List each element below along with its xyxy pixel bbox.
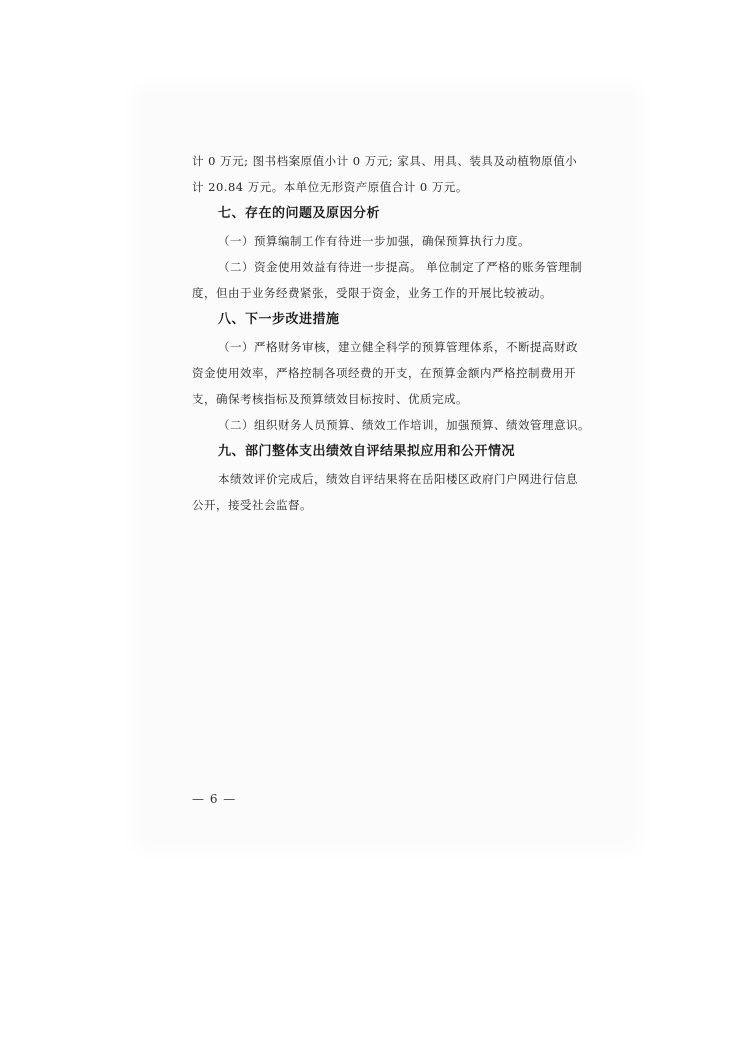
paragraph-line: （二）资金使用效益有待进一步提高。 单位制定了严格的账务管理制 xyxy=(218,260,583,274)
section-heading-8: 八、下一步改进措施 xyxy=(218,312,340,327)
page-number: — 6 — xyxy=(192,792,237,806)
paragraph-line: 计 20.84 万元。本单位无形资产原值合计 0 万元。 xyxy=(192,180,468,194)
paragraph-line: 计 0 万元; 图书档案原值小计 0 万元; 家具、用具、装具及动植物原值小 xyxy=(192,154,578,168)
section-heading-7: 七、存在的问题及原因分析 xyxy=(218,206,381,221)
paragraph-line: （一）严格财务审核，建立健全科学的预算管理体系，不断提高财政 xyxy=(218,340,578,354)
paragraph-line: （一）预算编制工作有待进一步加强，确保预算执行力度。 xyxy=(218,234,530,248)
paragraph-line: 资金使用效率，严格控制各项经费的开支，在预算金额内严格控制费用开 xyxy=(192,366,576,380)
paragraph-line: 支，确保考核指标及预算绩效目标按时、优质完成。 xyxy=(192,392,468,406)
paragraph-line: 公开，接受社会监督。 xyxy=(192,498,312,512)
paragraph-line: 度，但由于业务经费紧张，受限于资金，业务工作的开展比较被动。 xyxy=(192,286,552,300)
paragraph-line: 本绩效评价完成后，绩效自评结果将在岳阳楼区政府门户网进行信息 xyxy=(218,472,578,486)
section-heading-9: 九、部门整体支出绩效自评结果拟应用和公开情况 xyxy=(218,444,516,459)
paragraph-line: （二）组织财务人员预算、绩效工作培训，加强预算、绩效管理意识。 xyxy=(218,418,590,432)
document-body xyxy=(192,148,610,518)
